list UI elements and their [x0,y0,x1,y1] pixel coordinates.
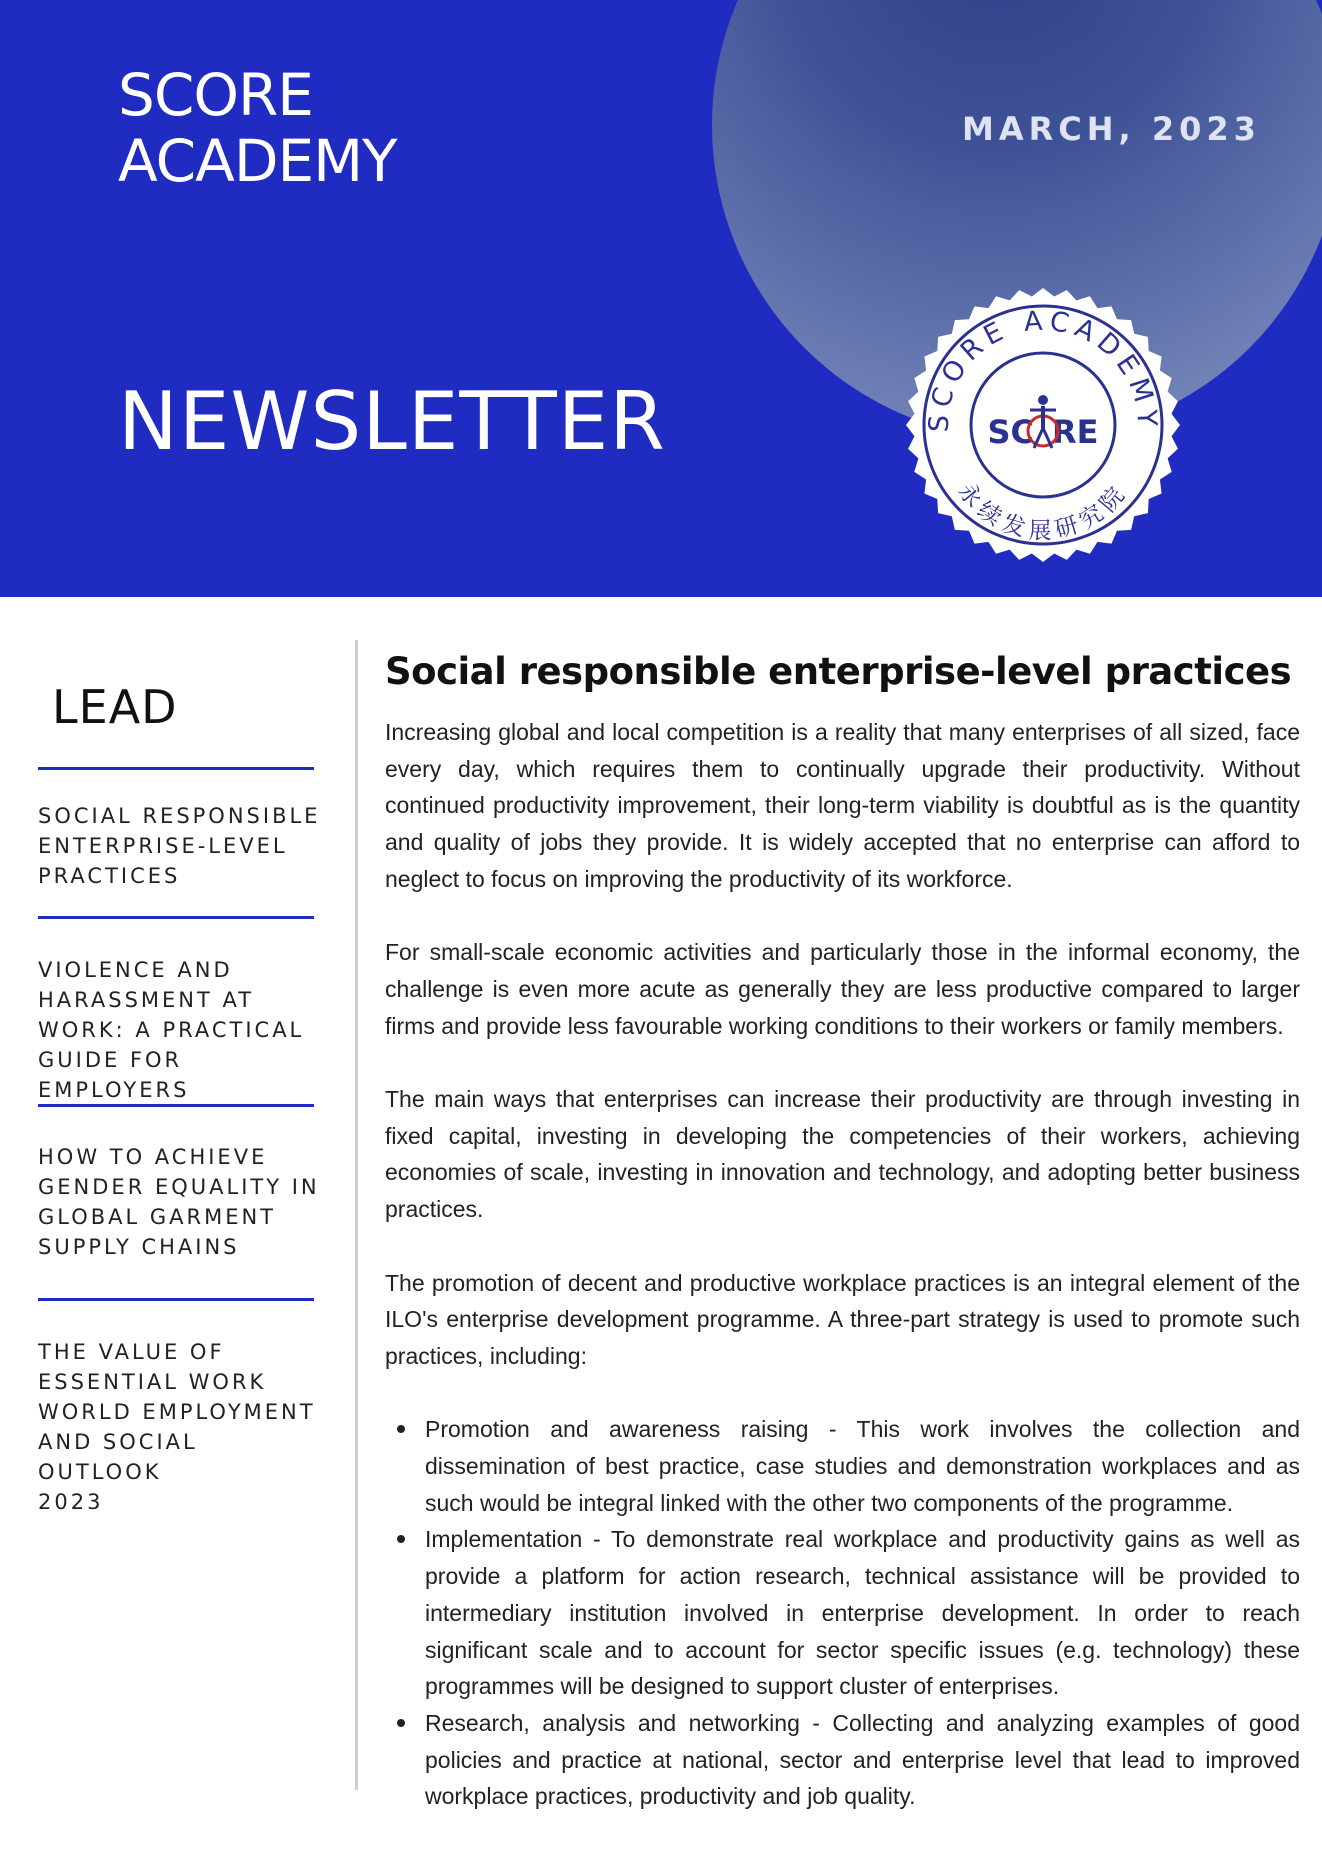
sidebar-item-value-of-essential-work[interactable] [38,1337,328,1517]
sidebar-divider [38,1104,314,1107]
sidebar-item-line: VIOLENCE AND [38,958,233,982]
sidebar-item-violence-harassment[interactable] [38,955,328,1105]
seal-center-left: SC [987,413,1034,451]
issue-date: MARCH, 2023 [962,110,1261,148]
sidebar-divider [38,1298,314,1301]
sidebar-item-line: SOCIAL RESPONSIBLE [38,804,321,828]
article-paragraph: The promotion of decent and productive workplace practices is an integral element of the ILO's enterprise development programme. A three-part strategy is used to promote such practices, including: [385,1269,1300,1369]
seal-chinese-text: 永续发展研究院 [952,478,1134,544]
sidebar-heading: LEAD [52,680,178,734]
list-item-text: Promotion and awareness raising - This work involves the collection and dissemination of best practice, case studies and demonstration workplaces and as such would be integral linked with the other two components of the programme. [425,1416,1300,1516]
article [385,644,1300,1815]
sidebar-item-line: WORK: A PRACTICAL [38,1018,305,1042]
score-academy-seal-logo [906,288,1180,562]
sidebar-item-line: SUPPLY CHAINS [38,1235,240,1259]
sidebar-item-line: GLOBAL GARMENT [38,1205,277,1229]
brand-line-1: SCORE [118,61,313,129]
sidebar-item-line: 2023 [38,1490,104,1514]
seal-center-right: RE [1052,413,1099,451]
sidebar-divider [38,916,314,919]
bullet-icon [397,1535,405,1543]
sidebar-item-social-responsible[interactable] [38,801,328,891]
sidebar-item-gender-equality[interactable] [38,1142,328,1262]
sidebar-item-line: ESSENTIAL WORK [38,1370,267,1394]
sidebar-item-line: AND SOCIAL OUTLOOK [38,1430,198,1484]
list-item [385,1411,1300,1521]
sidebar-item-line: HOW TO ACHIEVE [38,1145,268,1169]
sidebar-item-line: PRACTICES [38,864,181,888]
article-paragraph: The main ways that enterprises can increase their productivity are through investing in fixed capital, investing in developing the competencies of their workers, achieving economies of scale, investing in innovation and technology, and adopting better business practices. [385,1086,1300,1223]
header-banner [0,0,1322,597]
sidebar-item-line: THE VALUE OF [38,1340,225,1364]
sidebar-item-line: WORLD EMPLOYMENT [38,1400,316,1424]
sidebar-item-line: HARASSMENT AT [38,988,255,1012]
list-item-text: Research, analysis and networking - Collecting and analyzing examples of good policies and practice at national, sector and enterprise level that lead to improved workplace practices, productivity and job quality. [425,1709,1300,1810]
column-divider [355,640,358,1790]
article-paragraph: For small-scale economic activities and particularly those in the informal economy, the challenge is even more acute as generally they are less productive compared to larger firms and provide less favourable working conditions to their workers or family members. [385,939,1300,1039]
sidebar-divider [38,767,314,770]
list-item [385,1705,1300,1815]
newsletter-title: NEWSLETTER [118,375,666,468]
strategy-list [385,1411,1300,1815]
sidebar-item-line: GENDER EQUALITY IN [38,1175,320,1199]
brand-name [118,62,397,194]
brand-line-2: ACADEMY [118,127,397,195]
seal-arc-text: SCORE ACADEMY [923,305,1163,433]
bullet-icon [397,1719,405,1727]
article-paragraph: Increasing global and local competition is a reality that many enterprises of all sized, face every day, which requires them to continually upgrade their productivity. Without continued productivity improvement, their long-term viability is doubtful as is the quantity and quality of jobs they provide. It is widely accepted that no enterprise can afford to neglect to focus on improving the productivity of its workforce. [385,719,1300,892]
bullet-icon [397,1425,405,1433]
list-item-text: Implementation - To demonstrate real workplace and productivity gains as well as provide a platform for action research, technical assistance will be provided to intermediary institution involved in enterprise development. In order to reach significant scale and to account for sector specific issues (e.g. technology) these programmes will be designed to support cluster of enterprises. [425,1526,1300,1700]
list-item [385,1521,1300,1705]
sidebar-item-line: ENTERPRISE-LEVEL [38,834,288,858]
sidebar-item-line: GUIDE FOR EMPLOYERS [38,1048,190,1102]
article-title: Social responsible enterprise-level practices [385,650,1292,693]
